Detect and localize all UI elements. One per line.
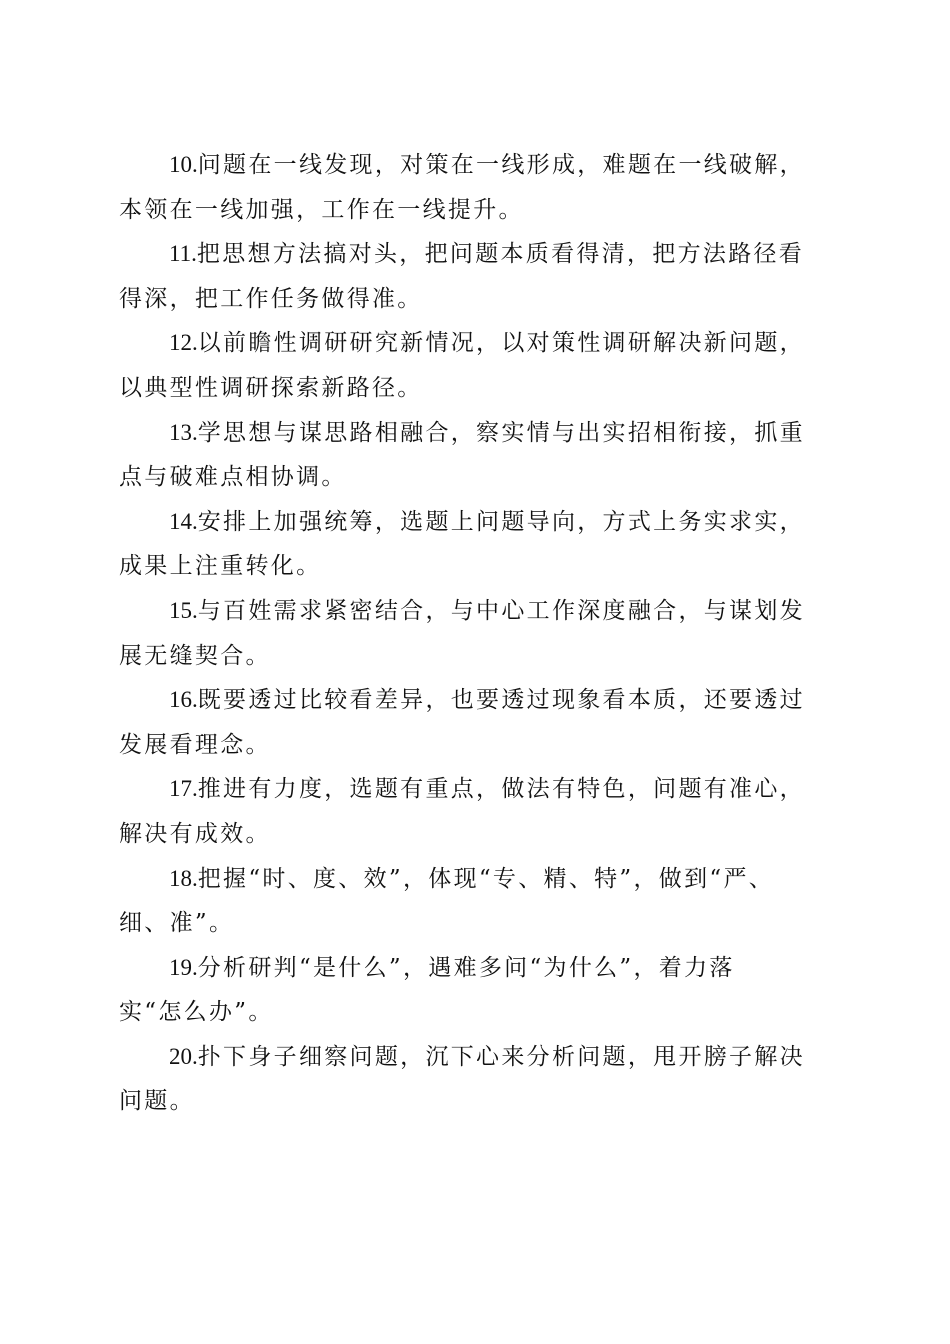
list-item xyxy=(119,857,831,946)
item-text-line2: 本领在一线加强，工作在一线提升。 xyxy=(119,196,524,223)
item-text-line1: 既要透过比较看差异，也要透过现象看本质，还要透过 xyxy=(197,687,805,714)
item-text-line2: 细、准”。 xyxy=(119,910,235,937)
list-item-first-line xyxy=(119,321,831,366)
item-text-line1: 问题在一线发现，对策在一线形成，难题在一线破解， xyxy=(197,152,805,178)
list-item xyxy=(119,232,831,321)
list-item xyxy=(119,767,831,856)
list-item-second-line xyxy=(119,277,831,322)
list-item-first-line xyxy=(119,857,831,902)
list-item xyxy=(119,143,831,232)
item-number: 13. xyxy=(169,419,198,445)
item-text-line2: 成果上注重转化。 xyxy=(119,553,322,580)
list-item-second-line xyxy=(119,812,831,857)
item-text-line2: 展无缝契合。 xyxy=(119,642,271,669)
list-item-second-line xyxy=(119,723,831,768)
list-item-second-line xyxy=(119,544,831,589)
list-item-first-line xyxy=(119,143,831,188)
list-item-second-line xyxy=(119,634,831,679)
list-item xyxy=(119,500,831,589)
list-item-second-line xyxy=(119,990,831,1035)
list-item-first-line xyxy=(119,678,831,723)
item-text-line2: 解决有成效。 xyxy=(119,820,271,847)
item-number: 19. xyxy=(169,954,198,980)
item-text-line2: 问题。 xyxy=(119,1088,195,1115)
item-text-line1: 分析研判“是什么”，遇难多问“为什么”，着力落 xyxy=(197,954,735,981)
list-item-first-line xyxy=(119,232,831,277)
item-number: 14. xyxy=(169,508,198,534)
document-body xyxy=(119,143,831,1124)
list-item xyxy=(119,411,831,500)
item-text-line1: 与百姓需求紧密结合，与中心工作深度融合，与谋划发 xyxy=(197,597,805,624)
list-item xyxy=(119,678,831,767)
item-text-line2: 点与破难点相协调。 xyxy=(119,464,347,491)
item-text-line1: 以前瞻性调研研究新情况，以对策性调研解决新问题， xyxy=(197,330,805,357)
item-text-line1: 推进有力度，选题有重点，做法有特色，问题有准心， xyxy=(197,776,805,803)
item-text-line1: 学思想与谋思路相融合，察实情与出实招相衔接，抓重 xyxy=(197,419,805,446)
list-item-first-line xyxy=(119,946,831,991)
list-item-second-line xyxy=(119,1079,831,1124)
item-number: 20. xyxy=(169,1043,198,1069)
item-text-line1: 把握“时、度、效”，体现“专、精、特”，做到“严、 xyxy=(197,865,775,892)
item-text-line2: 得深，把工作任务做得准。 xyxy=(119,285,423,312)
list-item xyxy=(119,1035,831,1124)
item-text-line1: 把思想方法搞对头，把问题本质看得清，把方法路径看 xyxy=(196,241,805,268)
item-number: 16. xyxy=(169,687,198,713)
item-text-line1: 扑下身子细察问题，沉下心来分析问题，甩开膀子解决 xyxy=(197,1043,805,1070)
list-item-first-line xyxy=(119,589,831,634)
item-text-line2: 实“怎么办”。 xyxy=(119,999,274,1026)
item-text-line2: 以典型性调研探索新路径。 xyxy=(119,374,423,401)
list-item-second-line xyxy=(119,901,831,946)
list-item-second-line xyxy=(119,188,831,233)
list-item xyxy=(119,946,831,1035)
list-item-first-line xyxy=(119,500,831,545)
list-item xyxy=(119,589,831,678)
item-number: 18. xyxy=(169,865,198,891)
item-number: 11. xyxy=(169,241,197,267)
item-text-line1: 安排上加强统筹，选题上问题导向，方式上务实求实， xyxy=(197,508,805,535)
item-number: 10. xyxy=(169,152,198,177)
list-item-second-line xyxy=(119,455,831,500)
item-number: 12. xyxy=(169,330,198,356)
item-number: 15. xyxy=(169,597,198,623)
list-item-first-line xyxy=(119,411,831,456)
list-item-first-line xyxy=(119,767,831,812)
list-item xyxy=(119,321,831,410)
list-item-second-line xyxy=(119,366,831,411)
item-text-line2: 发展看理念。 xyxy=(119,731,271,758)
item-number: 17. xyxy=(169,776,198,802)
list-item-first-line xyxy=(119,1035,831,1080)
